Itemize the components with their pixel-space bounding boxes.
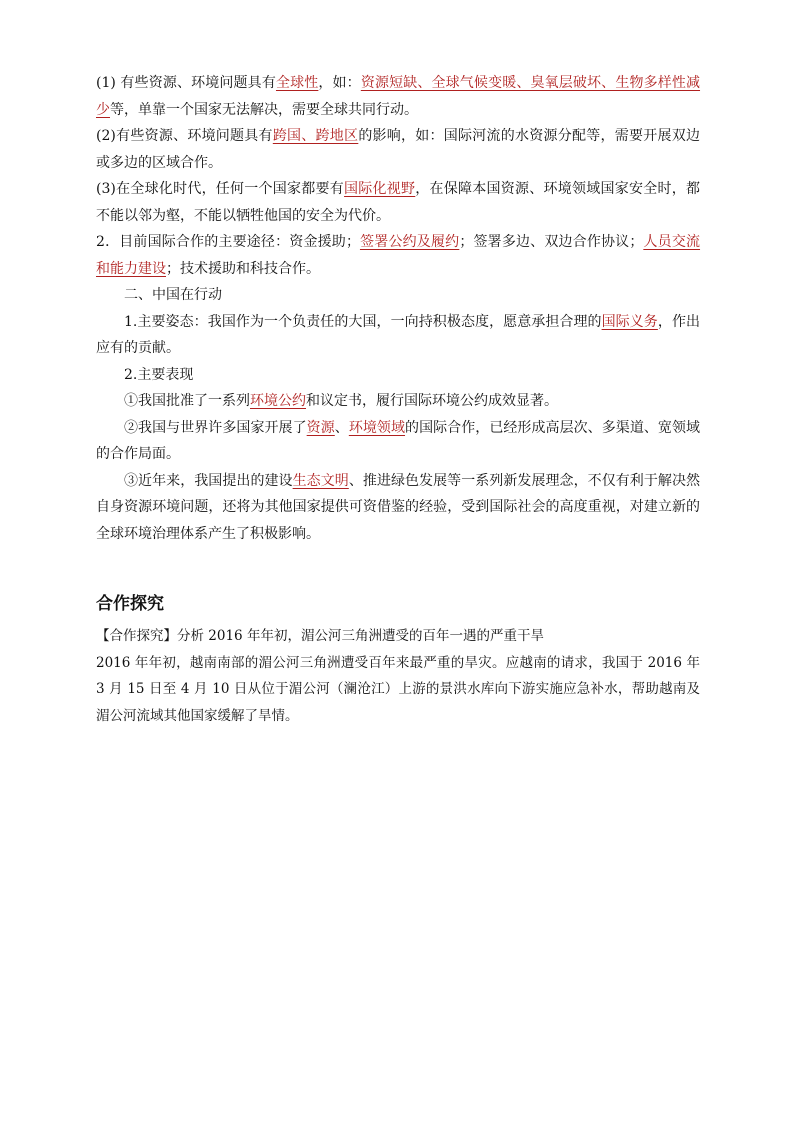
section-title-cooperation-inquiry: 合作探究 bbox=[96, 594, 164, 614]
highlight-cross-border: 跨国、跨地区 bbox=[272, 128, 359, 144]
highlight-environment-field: 环境领域 bbox=[348, 419, 406, 436]
paragraph-cross-border bbox=[96, 123, 700, 176]
text: ，在保障本国资源、环境领域国家安全时，都不能以邻为壑，不能以牺牲他国的安全为代价。 bbox=[96, 181, 701, 224]
section-heading-china-action: 二、中国在行动 bbox=[124, 287, 222, 303]
document-page bbox=[96, 70, 700, 729]
text: 的影响，如：国际河流的水资源分配等，需要开展双边或多边的区域合作。 bbox=[96, 128, 701, 171]
text: 2．目前国际合作的主要途径：资金援助； bbox=[96, 234, 360, 250]
highlight-ecological-civilization: 生态文明 bbox=[292, 472, 349, 489]
text: ，如： bbox=[318, 75, 361, 91]
paragraph-globalization bbox=[96, 176, 700, 229]
paragraph-cooperation-ways bbox=[96, 229, 700, 282]
text: ；技术援助和科技合作。 bbox=[166, 260, 320, 277]
text: 和议定书，履行国际环境公约成效显著。 bbox=[306, 393, 558, 409]
highlight-personnel-exchange: 人员交流和能力建设 bbox=[96, 234, 701, 277]
inquiry-passage: 2016 年年初，越南南部的湄公河三角洲遭受百年来最严重的旱灾。应越南的请求，我国于 2016 年 3 月 15 日至 4 月 10 日从位于湄公河（澜沧江）上游的景洪水库向下游实施应急补水，帮助越南及湄公河流域其他国家缓解了旱情。 bbox=[96, 654, 700, 724]
highlight-global-examples: 资源短缺、全球气候变暖、臭氧层破坏、生物多样性减少 bbox=[96, 75, 701, 118]
text: (2)有些资源、环境问题具有 bbox=[96, 128, 273, 144]
text: 的国际合作，已经形成高层次、多渠道、宽领域的合作局面。 bbox=[96, 419, 701, 462]
paragraph-main-stance bbox=[96, 309, 700, 362]
text: 等，单靠一个国家无法解决，需要全球共同行动。 bbox=[110, 101, 418, 118]
subheading-main-performance: 2.主要表现 bbox=[124, 366, 194, 383]
text: ，作出应有的贡献。 bbox=[96, 313, 701, 356]
paragraph-global-issues bbox=[96, 70, 700, 123]
text: (3)在全球化时代，任何一个国家都要有 bbox=[96, 181, 345, 197]
text: 1.主要姿态：我国作为一个负责任的大国，一向持积极态度，愿意承担合理的 bbox=[124, 313, 602, 330]
text: ②我国与世界许多国家开展了 bbox=[124, 419, 307, 436]
text: ③近年来，我国提出的建设 bbox=[124, 472, 293, 489]
highlight-resources: 资源 bbox=[306, 419, 335, 436]
text: 、推进绿色发展等一系列新发展理念，不仅有利于解决然自身资源环境问题，还将为其他国家提供可资借鉴的经验，受到国际社会的高度重视，对建立新的全球环境治理体系产生了积极影响。 bbox=[96, 472, 701, 542]
highlight-international-vision: 国际化视野 bbox=[344, 181, 416, 197]
highlight-international-obligation: 国际义务 bbox=[601, 313, 658, 330]
paragraph-conventions bbox=[96, 388, 700, 415]
highlight-global: 全球性 bbox=[275, 75, 319, 91]
text: ①我国批准了一系列 bbox=[124, 393, 250, 409]
text: 、 bbox=[334, 419, 349, 436]
highlight-environmental-conventions: 环境公约 bbox=[250, 393, 306, 409]
paragraph-ecological-civilization bbox=[96, 468, 700, 548]
text: (1) 有些资源、环境问题具有 bbox=[96, 75, 276, 91]
highlight-sign-conventions: 签署公约及履约 bbox=[359, 234, 460, 250]
paragraph-cooperation-fields bbox=[96, 415, 700, 468]
text: ；签署多边、双边合作协议； bbox=[459, 234, 644, 250]
inquiry-prompt: 【合作探究】分析 2016 年年初，湄公河三角洲遭受的百年一遇的严重干旱 bbox=[96, 628, 544, 644]
